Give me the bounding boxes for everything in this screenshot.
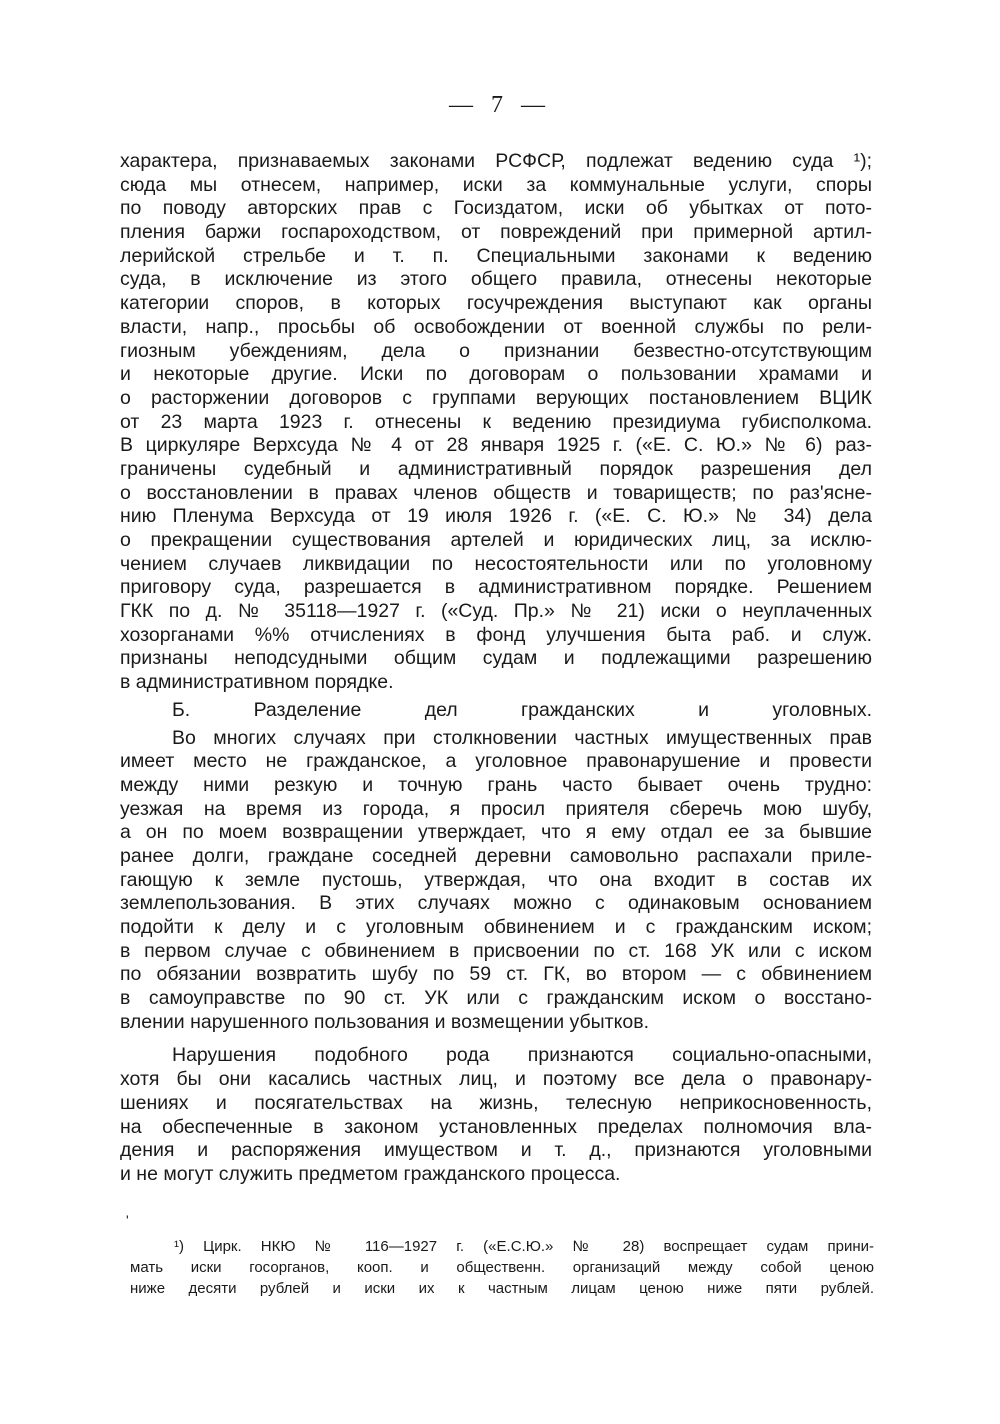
text-line: В циркуляре Верхсуда № 4 от 28 января 1925 г. («Е. С. Ю.» № 6) раз- [120, 434, 872, 457]
text-line: хотя бы они касались частных лиц, и поэтому все дела о правонару- [120, 1068, 872, 1091]
text-line: гающую к земле пустошь, утверждая, что она входит в состав их [120, 868, 872, 891]
text-line: признаны неподсудными общим судам и подлежащими разрешению [120, 647, 872, 670]
text-line: на обеспеченные в законом установленных пределах полномочия вла- [120, 1115, 872, 1138]
text-line: а он по моем возвращении утверждает, что я ему отдал ее за бывшие [120, 821, 872, 844]
text-line: в административном порядке. [120, 671, 394, 694]
text-line: имеет место не гражданское, а уголовное правонарушение и провести [120, 750, 872, 773]
text-line: о прекращении существования артелей и юридических лиц, за исклю- [120, 529, 872, 551]
text-line: о расторжении договоров с группами верующих постановлением ВЦИК [120, 386, 872, 409]
text-line: гиозным убеждениям, дела о признании безвестно-отсутствующим [120, 339, 872, 362]
text-line: между ними резкую и точную грань часто бывает очень трудно: [120, 773, 872, 796]
text-line: влении нарушенного пользования и возмещении убытков. [120, 1010, 649, 1033]
section-heading: Б. Разделение дел гражданских и уголовных. [172, 698, 872, 721]
text-line: характера, признаваемых законами РСФСР, подлежат ведению суда ¹); [120, 150, 872, 172]
text-line: шениях и посягательствах на жизнь, телесную неприкосновенность, [120, 1091, 872, 1114]
text-line: и не могут служить предметом гражданского процесса. [120, 1162, 621, 1185]
text-line: категории споров, в которых госучреждения выступают как органы [120, 292, 872, 315]
text-line: власти, напр., просьбы об освобождении от военной службы по рели- [120, 315, 872, 338]
text-line: Во многих случаях при столкновении частных имущественных прав [172, 726, 872, 749]
footnote-line: ¹) Цирк. НКЮ № 116—1927 г. («Е.С.Ю.» № 28) воспрещает судам прини- [174, 1238, 874, 1255]
text-line: подойти к делу и с уголовным обвинением и с гражданским иском; [120, 916, 872, 938]
text-line: в самоуправстве по 90 ст. УК или с гражданским иском о восстано- [120, 987, 872, 1010]
text-line: от 23 марта 1923 г. отнесены к ведению президиума губисполкома. [120, 410, 872, 433]
paragraph-civil-criminal [120, 727, 872, 1035]
footnote-separator-mark: ' [126, 1212, 129, 1228]
text-line: пления баржи госпароходством, от повреждений при примерной артил- [120, 221, 872, 244]
text-line: ГКК по д. № 35118—1927 г. («Суд. Пр.» № 21) иски о неуплаченных [120, 600, 872, 623]
text-line: уезжая на время из города, я просил приятеля сберечь мою шубу, [120, 797, 872, 820]
text-line: по обязании возвратить шубу по 59 ст. ГК, во втором — с обвинением [120, 963, 872, 986]
text-line: хозорганами %% отчислениях в фонд улучшения быта раб. и служ. [120, 623, 872, 646]
text-line: приговору суда, разрешается в административном порядке. Решением [120, 576, 872, 599]
footnote-line: ниже десяти рублей и иски их к частным лицам ценою ниже пяти рублей. [130, 1280, 874, 1297]
footnote-line: мать иски госорганов, кооп. и общественн. организаций между собой ценою [130, 1259, 874, 1276]
text-line: и некоторые другие. Иски по договорам о пользовании храмами и [120, 363, 872, 386]
text-line: лерийской стрельбе и т. п. Специальными законами к ведению [120, 244, 872, 267]
text-line: ранее долги, граждане соседней деревни самовольно распахали приле- [120, 844, 872, 867]
text-line: дения и распоряжения имуществом и т. д., признаются уголовными [120, 1139, 872, 1162]
text-line: граничены судебный и административный порядок разрешения дел [120, 457, 872, 480]
page-number: — 7 — [449, 92, 551, 118]
text-line: землепользования. В этих случаях можно с одинаковым основанием [120, 892, 872, 915]
text-line: суда, в исключение из этого общего правила, отнесены некоторые [120, 268, 872, 291]
text-line: о восстановлении в правах членов обществ и товариществ; по раз'ясне- [120, 481, 872, 504]
text-line: чением случаев ликвидации по несостоятельности или по уголовному [120, 552, 872, 575]
paragraph-violations [120, 1044, 872, 1186]
text-line: Нарушения подобного рода признаются социально-опасными, [172, 1044, 872, 1067]
paragraph-gap [120, 1034, 872, 1044]
text-line: в первом случае с обвинением в присвоении по ст. 168 УК или с иском [120, 939, 872, 962]
text-line: нию Пленума Верхсуда от 19 июля 1926 г. («Е. С. Ю.» № 34) дела [120, 505, 872, 528]
footnote [130, 1236, 874, 1299]
main-text [120, 150, 872, 1187]
text-line: по поводу авторских прав с Госиздатом, иски об убытках от пото- [120, 197, 872, 220]
paragraph-jurisdiction [120, 150, 872, 695]
text-line: сюда мы отнесем, например, иски за коммунальные услуги, споры [120, 173, 872, 196]
